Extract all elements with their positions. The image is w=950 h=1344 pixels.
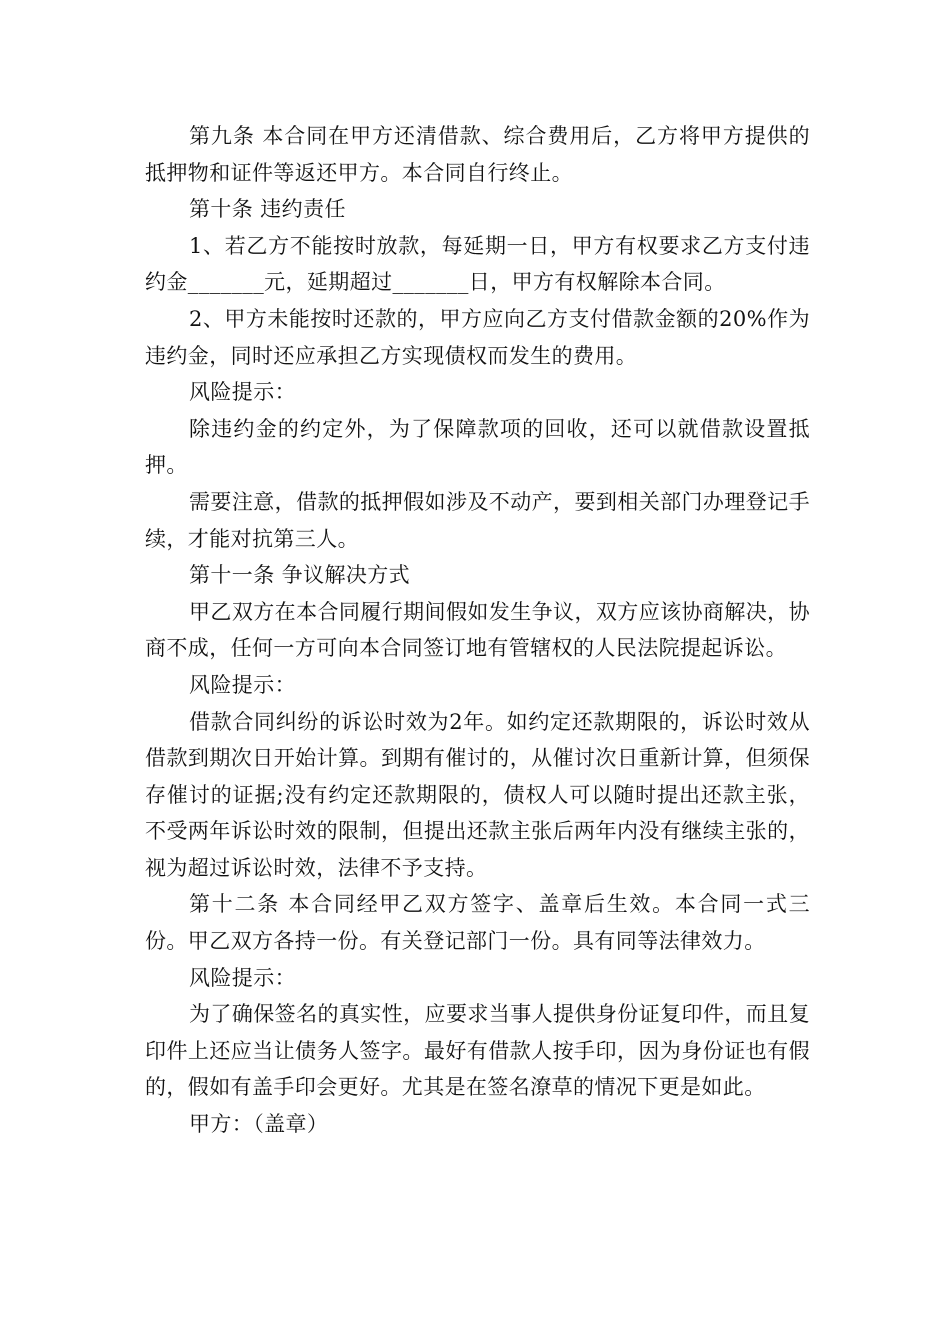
risk-tip-label: 风险提示： [189,672,296,697]
risk-tip-paragraph: 为了确保签名的真实性，应要求当事人提供身份证复印件，而且复印件上还应当让债务人签字。最好有借款人按手印，因为身份证也有假的，假如有盖手印会更好。尤其是在签名潦草的情况下更是如此。 [145,1002,810,1100]
document-body [145,118,810,1143]
risk-tip-paragraph: 需要注意，借款的抵押假如涉及不动产，要到相关部门办理登记手续，才能对抗第三人。 [145,489,810,551]
risk-tip-label: 风险提示： [189,965,296,990]
party-a-signature-line: 甲方：（盖章） [189,1112,329,1137]
clause-10-item-2: 2、甲方未能按时还款的，甲方应向乙方支付借款金额的20%作为违约金，同时还应承担乙方实现债权而发生的费用。 [145,306,810,368]
clause-12-paragraph: 第十二条 本合同经甲乙双方签字、盖章后生效。本合同一式三份。甲乙双方各持一份。有关登记部门一份。具有同等法律效力。 [145,892,810,954]
clause-11-heading: 第十一条 争议解决方式 [189,563,411,588]
clause-10-heading: 第十条 违约责任 [189,197,346,222]
risk-tip-paragraph: 除违约金的约定外，为了保障款项的回收，还可以就借款设置抵押。 [145,416,810,478]
risk-tip-paragraph: 借款合同纠纷的诉讼时效为2年。如约定还款期限的，诉讼时效从借款到期次日开始计算。到期有催讨的，从催讨次日重新计算，但须保存催讨的证据;没有约定还款期限的，债权人可以随时提出还款主张，不受两年诉讼时效的限制，但提出还款主张后两年内没有继续主张的，视为超过诉讼时效，法律不予支持。 [145,709,810,880]
clause-9-paragraph: 第九条 本合同在甲方还清借款、综合费用后，乙方将甲方提供的抵押物和证件等返还甲方。本合同自行终止。 [145,124,810,185]
risk-tip-label: 风险提示： [189,380,296,405]
clause-10-item-1: 1、若乙方不能按时放款，每延期一日，甲方有权要求乙方支付违约金_______元，延期超过_______日，甲方有权解除本合同。 [145,233,810,295]
clause-11-paragraph: 甲乙双方在本合同履行期间假如发生争议，双方应该协商解决，协商不成，任何一方可向本合同签订地有管辖权的人民法院提起诉讼。 [145,599,810,661]
